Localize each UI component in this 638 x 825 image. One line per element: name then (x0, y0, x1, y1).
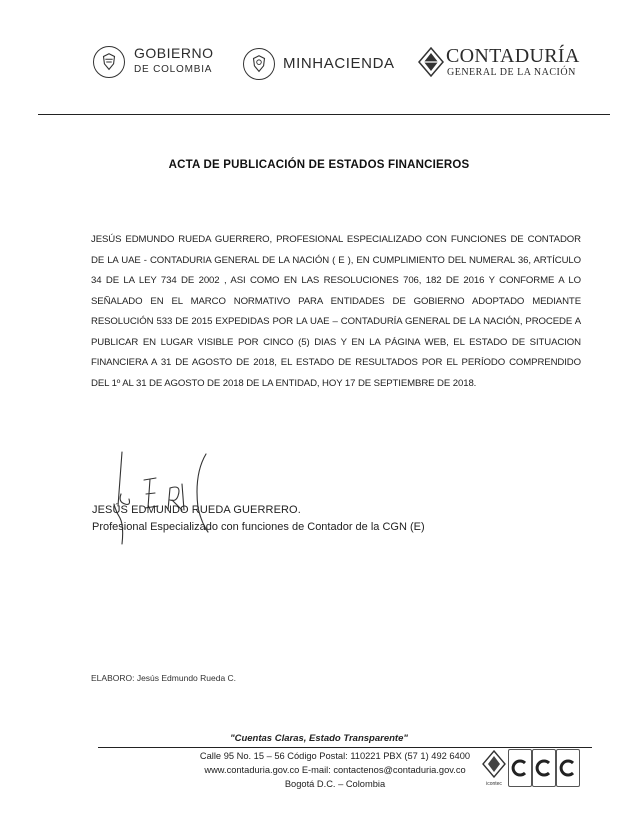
gobierno-logo-line1: GOBIERNO (134, 45, 214, 61)
certification-badge-2-icon (532, 749, 556, 787)
certification-badge-3-icon (556, 749, 580, 787)
footer-web-email: www.contaduria.gov.co E-mail: contactenos@contaduria.gov.co (204, 765, 466, 775)
gobierno-logo-line2: DE COLOMBIA (134, 64, 213, 75)
footer-slogan: "Cuentas Claras, Estado Transparente" (230, 733, 408, 744)
colombia-coat-of-arms-icon (93, 46, 125, 78)
icontec-label: icontec (486, 781, 502, 787)
certification-badge-1-icon (508, 749, 532, 787)
header-divider (38, 114, 610, 115)
prepared-by: ELABORO: Jesús Edmundo Rueda C. (91, 673, 237, 683)
signatory-role: Profesional Especializado con funciones de Contador de la CGN (E) (92, 521, 425, 533)
footer-address: Calle 95 No. 15 – 56 Código Postal: 110221 PBX (57 1) 492 6400 (199, 751, 471, 761)
icontec-logo (481, 750, 507, 788)
contaduria-logo-line2: GENERAL DE LA NACIÓN (447, 67, 576, 78)
handwritten-signature (98, 444, 228, 554)
contaduria-logo-icon (418, 47, 444, 77)
document-body: JESÚS EDMUNDO RUEDA GUERRERO, PROFESIONAL ESPECIALIZADO CON FUNCIONES DE CONTADOR DE LA UAE - CONTADURIA GENERAL DE LA NACIÓN ( E ), EN CUMPLIMIENTO DEL NUMERAL 36, ARTÍCULO 34 DE LA LEY 734 DE 2002 , ASI COMO EN LAS RESOLUCIONES 706, 182 DE 2016 Y CONFORME A LO SEÑALADO EN EL MARCO NORMATIVO PARA ENTIDADES DE GOBIERNO ADOPTADO MEDIANTE RESOLUCIÓN 533 DE 2015 EXPEDIDAS POR LA UAE – CONTADURÍA GENERAL DE LA NACIÓN, PROCEDE A PUBLICAR EN LUGAR VISIBLE POR CINCO (5) DIAS Y EN LA PÁGINA WEB, EL ESTADO DE SITUACION FINANCIERA A 31 DE AGOSTO DE 2018, EL ESTADO DE RESULTADOS POR EL PERÍODO COMPRENDIDO DEL 1º AL 31 DE AGOSTO DE 2018 DE LA ENTIDAD, HOY 17 DE SEPTIEMBRE DE 2018. (91, 234, 581, 389)
footer-divider (98, 747, 592, 748)
minhacienda-seal-icon (243, 48, 275, 80)
document-title: ACTA DE PUBLICACIÓN DE ESTADOS FINANCIEROS (168, 159, 470, 171)
contaduria-logo-line1: CONTADURÍA (446, 45, 580, 67)
signatory-name: JESÚS EDMUNDO RUEDA GUERRERO. (92, 504, 301, 516)
footer-address-block (190, 749, 480, 791)
footer-city: Bogotá D.C. – Colombia (284, 779, 386, 789)
minhacienda-logo-text: MINHACIENDA (283, 55, 395, 72)
